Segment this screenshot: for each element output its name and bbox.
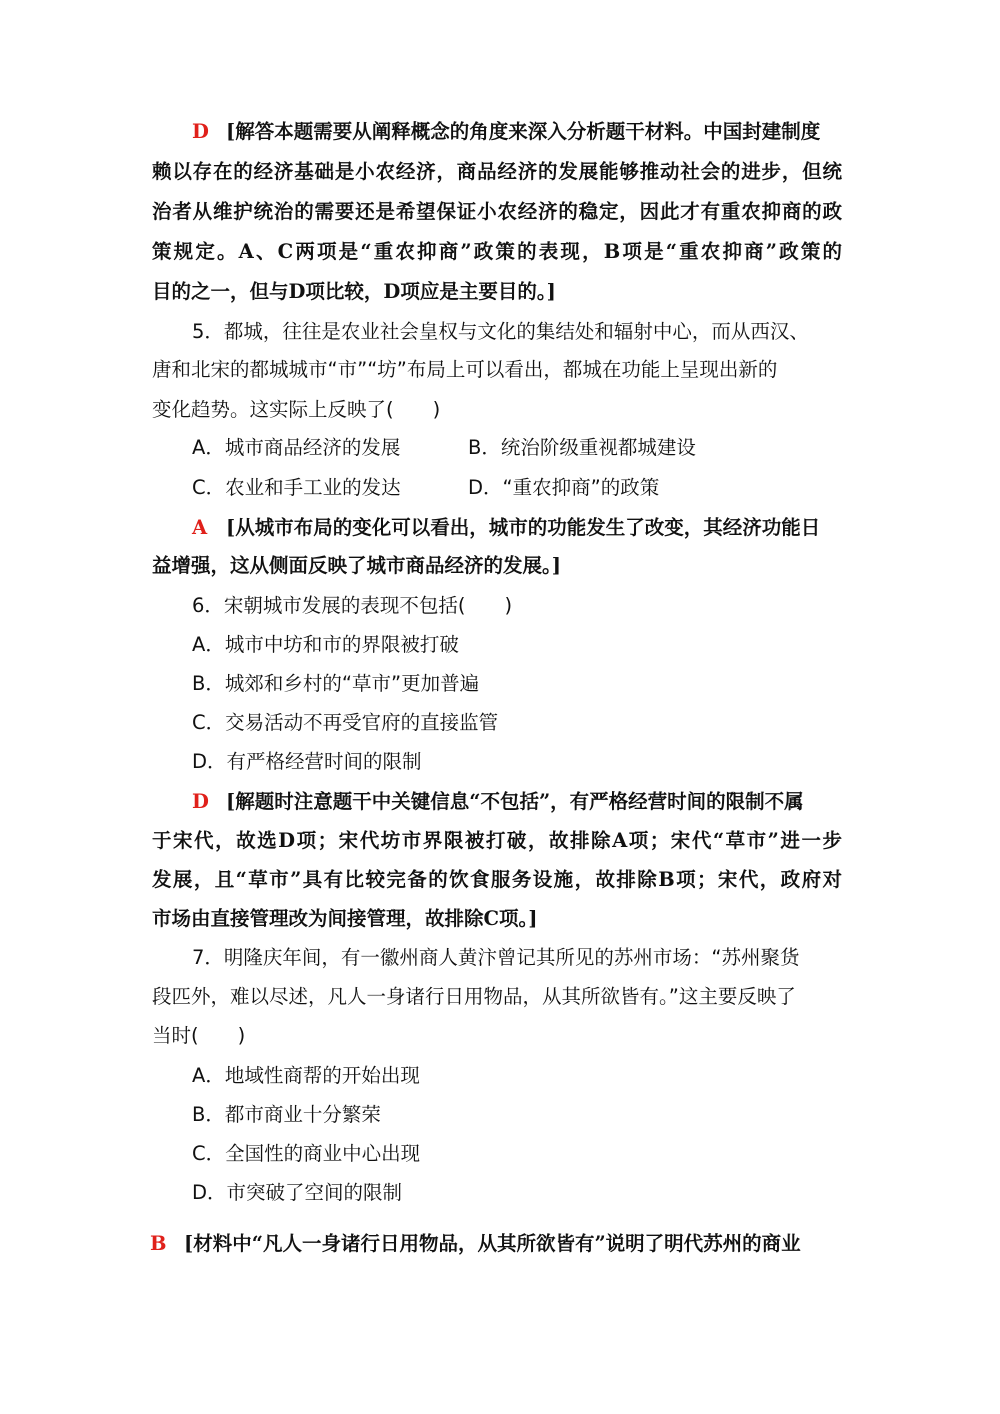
- q7-stem-line-1: 7．明隆庆年间，有一徽州商人黄汴曾记其所见的苏州市场：“苏州聚货: [192, 946, 800, 969]
- q5-option-d: D．“重农抑商”的政策: [468, 476, 660, 499]
- q6-option-a: A．城市中坊和市的界限被打破: [192, 633, 459, 656]
- q5-explanation-line-1: A [从城市布局的变化可以看出，城市的功能发生了改变，其经济功能日: [192, 514, 892, 542]
- q5-options-row-1: [192, 434, 892, 462]
- q6-option-b: B．城郊和乡村的“草市”更加普遍: [192, 672, 480, 695]
- q6-explanation-line-2: 于宋代，故选D项；宋代坊市界限被打破，故排除A项；宋代“草市”进一步: [152, 829, 842, 852]
- q5-stem-line-2: 唐和北宋的都城城市“市”“坊”布局上可以看出，都城在功能上呈现出新的: [152, 358, 778, 381]
- q7-option-a: A．地域性商帮的开始出现: [192, 1064, 420, 1087]
- q4-explanation-line-1: D [解答本题需要从阐释概念的角度来深入分析题干材料。中国封建制度: [192, 118, 892, 146]
- q6-explanation-line-4: 市场由直接管理改为间接管理，故排除C项。]: [152, 907, 538, 930]
- q7-option-c: C．全国性的商业中心出现: [192, 1142, 421, 1165]
- q5-explanation-line-2: 益增强，这从侧面反映了城市商品经济的发展。]: [152, 554, 561, 577]
- q6-option-d: D．有严格经营时间的限制: [192, 750, 422, 773]
- q7-stem-line-2: 段匹外，难以尽述，凡人一身诸行日用物品，从其所欲皆有。”这主要反映了: [152, 985, 796, 1008]
- q7-stem-line-3: 当时( ): [152, 1024, 246, 1047]
- q5-option-b: B．统治阶级重视都城建设: [468, 436, 696, 459]
- q6-explanation-line-3: 发展，且“草市”具有比较完备的饮食服务设施，故排除B项；宋代，政府对: [152, 868, 842, 891]
- q7-answer: B: [150, 1232, 167, 1255]
- q6-explanation-line-1: D [解题时注意题干中关键信息“不包括”，有严格经营时间的限制不属: [192, 788, 892, 816]
- q5-answer: A: [192, 516, 208, 539]
- q7-option-d: D．市突破了空间的限制: [192, 1181, 403, 1204]
- q4-answer: D: [192, 120, 209, 143]
- q7-explanation-line-1: B [材料中“凡人一身诸行日用物品，从其所欲皆有”说明了明代苏州的商业: [150, 1230, 850, 1258]
- q7-option-b: B．都市商业十分繁荣: [192, 1103, 381, 1126]
- q4-explanation-line-2: 赖以存在的经济基础是小农经济，商品经济的发展能够推动社会的进步，但统: [152, 160, 842, 183]
- q5-stem-line-3: 变化趋势。这实际上反映了( ): [152, 398, 441, 421]
- q5-option-a: A．城市商品经济的发展: [192, 436, 401, 459]
- q5-option-c: C．农业和手工业的发达: [192, 476, 401, 499]
- q5-options-row-2: [192, 474, 892, 502]
- q6-stem: 6．宋朝城市发展的表现不包括( ): [192, 594, 513, 617]
- q4-explanation-line-3: 治者从维护统治的需要还是希望保证小农经济的稳定，因此才有重农抑商的政: [152, 200, 842, 223]
- q4-explanation-line-5: 目的之一，但与D项比较，D项应是主要目的。]: [152, 280, 556, 303]
- q4-explanation-line-4: 策规定。A、C两项是“重农抑商”政策的表现，B项是“重农抑商”政策的: [152, 240, 842, 263]
- q6-answer: D: [192, 790, 209, 813]
- q6-option-c: C．交易活动不再受官府的直接监管: [192, 711, 499, 734]
- q5-stem-line-1: 5．都城，往往是农业社会皇权与文化的集结处和辐射中心，而从西汉、: [192, 320, 809, 343]
